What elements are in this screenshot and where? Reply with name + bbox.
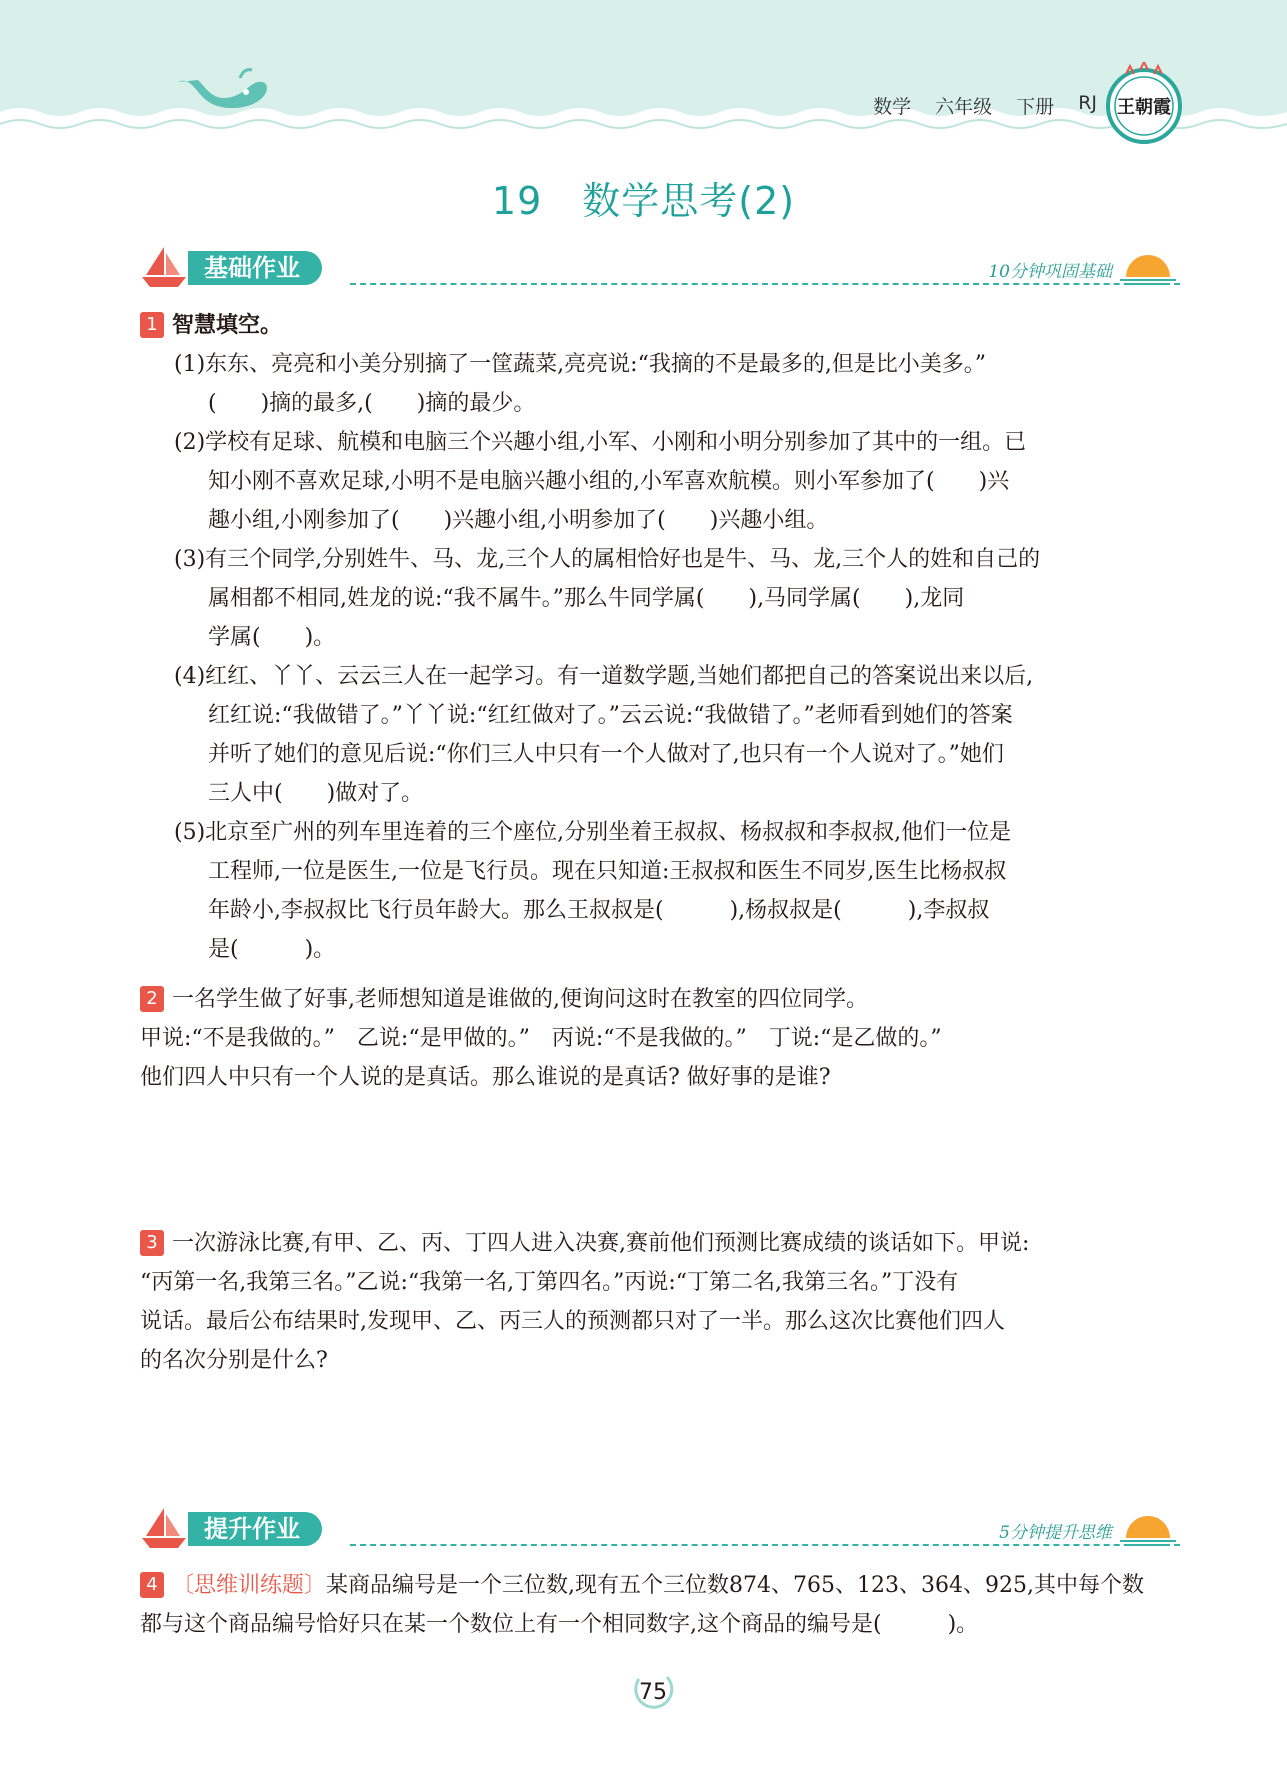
text-line: 甲说:“不是我做的。” 乙说:“是甲做的。” 丙说:“不是我做的。” 丁说:“是乙做的。” xyxy=(140,1026,942,1051)
lesson-number: 19 xyxy=(491,179,543,223)
subject-label: 数学 xyxy=(873,96,912,118)
text-line: 知小刚不喜欢足球,小明不是电脑兴趣小组的,小军喜欢航模。则小军参加了( )兴 xyxy=(208,469,1010,494)
text-line: ( )摘的最多,( )摘的最少。 xyxy=(208,391,536,416)
section-label: 提升作业 xyxy=(188,1512,322,1546)
sub-question-4 xyxy=(174,657,1180,813)
section-advanced-homework xyxy=(140,1506,1180,1552)
text-line: 年龄小,李叔叔比飞行员年龄大。那么王叔叔是( ),杨叔叔是( ),李叔叔 xyxy=(208,898,990,923)
question-number-badge: 3 xyxy=(140,1230,164,1256)
sunset-icon xyxy=(1116,1508,1180,1546)
question-heading: 智慧填空。 xyxy=(172,313,283,338)
text-line: 是( )。 xyxy=(208,937,336,962)
text-line: 说话。最后公布结果时,发现甲、乙、丙三人的预测都只对了一半。那么这次比赛他们四人 xyxy=(140,1309,1005,1334)
text-line: (4)红红、丫丫、云云三人在一起学习。有一道数学题,当她们都把自己的答案说出来以后, xyxy=(174,664,1034,689)
sub-question-2 xyxy=(174,423,1180,540)
sailboat-icon xyxy=(140,1506,188,1552)
text-line: 他们四人中只有一个人说的是真话。那么谁说的是真话? 做好事的是谁? xyxy=(140,1065,831,1090)
page-number-text: 75 xyxy=(639,1680,667,1705)
text-line: (1)东东、亮亮和小美分别摘了一筐蔬菜,亮亮说:“我摘的不是最多的,但是比小美多。” xyxy=(174,352,987,377)
text-line: 并听了她们的意见后说:“你们三人中只有一个人做对了,也只有一个人说对了。”她们 xyxy=(208,742,1004,767)
section-hint: 10分钟巩固基础 xyxy=(988,262,1112,282)
text-line: “丙第一名,我第三名。”乙说:“我第一名,丁第四名。”丙说:“丁第二名,我第三名。”丁没有 xyxy=(140,1270,959,1295)
page-number xyxy=(623,1673,683,1713)
text-line: (5)北京至广州的列车里连着的三个座位,分别坐着王叔叔、杨叔叔和李叔叔,他们一位是 xyxy=(174,820,1012,845)
page-title xyxy=(0,170,1287,225)
question-4 xyxy=(140,1566,1180,1644)
text-line: 某商品编号是一个三位数,现有五个三位数874、765、123、364、925,其中每个数 xyxy=(326,1573,1144,1598)
question-number-badge: 2 xyxy=(140,986,164,1012)
text-line: 工程师,一位是医生,一位是飞行员。现在只知道:王叔叔和医生不同岁,医生比杨叔叔 xyxy=(208,859,1007,884)
header-band xyxy=(0,0,1287,150)
section-hint: 5分钟提升思维 xyxy=(999,1523,1112,1543)
sub-question-3 xyxy=(174,540,1180,657)
section-basic-homework xyxy=(140,245,1180,291)
grade-label: 六年级 xyxy=(935,96,993,118)
sub-question-5 xyxy=(174,813,1180,969)
svg-text:王朝霞: 王朝霞 xyxy=(1117,97,1171,118)
sub-question-1 xyxy=(174,345,1180,423)
text-line: 趣小组,小刚参加了( )兴趣小组,小明参加了( )兴趣小组。 xyxy=(208,508,829,533)
question-3 xyxy=(140,1224,1180,1380)
text-line: 一名学生做了好事,老师想知道是谁做的,便询问这时在教室的四位同学。 xyxy=(172,987,868,1012)
question-number-badge: 4 xyxy=(140,1572,164,1598)
book-meta xyxy=(873,92,1097,119)
text-line: 属相都不相同,姓龙的说:“我不属牛。”那么牛同学属( ),马同学属( ),龙同 xyxy=(208,586,965,611)
text-line: 三人中( )做对了。 xyxy=(208,781,424,806)
text-line: 一次游泳比赛,有甲、乙、丙、丁四人进入决赛,赛前他们预测比赛成绩的谈话如下。甲说: xyxy=(172,1231,1030,1256)
text-line: 学属( )。 xyxy=(208,625,336,650)
text-line: 都与这个商品编号恰好只在某一个数位上有一个相同数字,这个商品的编号是( )。 xyxy=(140,1612,979,1637)
text-line: (2)学校有足球、航模和电脑三个兴趣小组,小军、小刚和小明分别参加了其中的一组。已 xyxy=(174,430,1027,455)
brand-logo xyxy=(1104,62,1184,146)
section-divider xyxy=(350,283,1180,285)
edition-label: RJ xyxy=(1078,92,1097,114)
section-label: 基础作业 xyxy=(188,251,322,285)
sailboat-icon xyxy=(140,245,188,291)
sunset-icon xyxy=(1116,247,1180,285)
text-line: 的名次分别是什么? xyxy=(140,1348,328,1373)
question-type-tag: 〔思维训练题〕 xyxy=(172,1573,327,1598)
text-line: 红红说:“我做错了。”丫丫说:“红红做对了。”云云说:“我做错了。”老师看到她们的答案 xyxy=(208,703,1013,728)
lesson-title: 数学思考(2) xyxy=(582,179,796,223)
section-divider xyxy=(350,1544,1180,1546)
text-line: (3)有三个同学,分别姓牛、马、龙,三个人的属相恰好也是牛、马、龙,三个人的姓和自己的 xyxy=(174,547,1041,572)
question-number-badge: 1 xyxy=(140,312,164,338)
question-2 xyxy=(140,980,1180,1097)
volume-label: 下册 xyxy=(1016,96,1055,118)
question-1 xyxy=(140,306,1180,969)
